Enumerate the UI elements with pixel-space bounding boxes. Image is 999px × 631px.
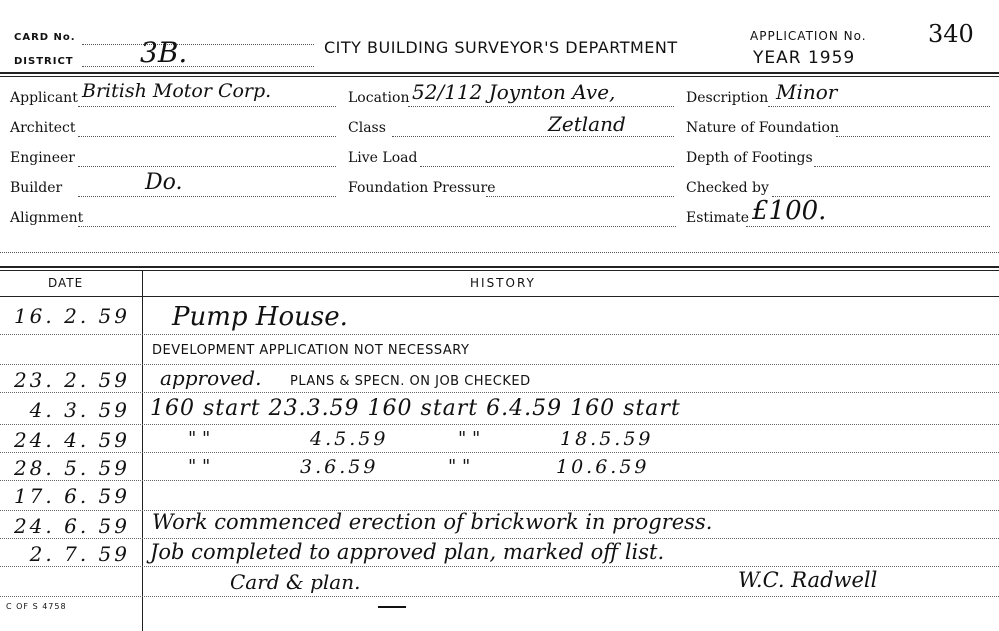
- ditto-mark: " ": [188, 428, 211, 449]
- live-load-label: Live Load: [348, 150, 418, 166]
- ditto-mark: " ": [458, 428, 481, 449]
- history-date: 2. 7. 59: [29, 542, 130, 566]
- history-typed-text: DEVELOPMENT APPLICATION NOT NECESSARY: [152, 343, 470, 358]
- class-line: [392, 136, 674, 137]
- location-label: Location: [348, 90, 410, 106]
- estimate-line: [746, 226, 990, 227]
- history-text: 10.6.59: [556, 456, 650, 478]
- ditto-mark: " ": [188, 456, 211, 477]
- alignment-label: Alignment: [10, 210, 84, 226]
- applicant-value: British Motor Corp.: [82, 80, 272, 102]
- history-row-line: [0, 480, 999, 481]
- history-text: 4.5.59: [310, 428, 389, 450]
- history-text: Pump House.: [172, 302, 348, 332]
- date-column-divider: [142, 271, 143, 631]
- history-row-line: [0, 596, 999, 597]
- header-rule: [0, 72, 999, 74]
- signature: W.C. Radwell: [738, 568, 878, 592]
- architect-line: [78, 136, 336, 137]
- nature-line: [836, 136, 990, 137]
- architect-label: Architect: [10, 120, 76, 136]
- description-value: Minor: [776, 80, 838, 104]
- history-text: 3.6.59: [300, 456, 379, 478]
- history-top-rule: [0, 266, 999, 268]
- description-label: Description: [686, 90, 769, 106]
- applicant-label: Applicant: [10, 90, 78, 106]
- history-row-line: [0, 392, 999, 393]
- history-text: Job completed to approved plan, marked off list.: [150, 540, 665, 564]
- history-row-line: [0, 364, 999, 365]
- history-date: 4. 3. 59: [29, 398, 130, 422]
- history-date: 24. 4. 59: [13, 428, 130, 452]
- alignment-line: [78, 226, 676, 227]
- history-row-line: [0, 452, 999, 453]
- foundation-pressure-line: [486, 196, 674, 197]
- history-date: 24. 6. 59: [13, 514, 130, 538]
- underline-mark: [378, 606, 406, 608]
- history-row-line: [0, 538, 999, 539]
- application-no-value: 340: [928, 20, 974, 48]
- history-date: 28. 5. 59: [13, 456, 130, 480]
- class-label: Class: [348, 120, 386, 136]
- estimate-value: £100.: [752, 196, 827, 226]
- history-date: 23. 2. 59: [13, 368, 130, 392]
- history-text: Work commenced erection of brickwork in progress.: [152, 510, 713, 534]
- history-text: approved.: [160, 366, 262, 390]
- history-text: 18.5.59: [560, 428, 654, 450]
- history-typed-text: PLANS & SPECN. ON JOB CHECKED: [290, 374, 531, 389]
- fields-bottom-dots: [0, 252, 999, 253]
- card-no-line: [82, 44, 314, 45]
- department-title: CITY BUILDING SURVEYOR'S DEPARTMENT: [324, 38, 678, 57]
- engineer-line: [78, 166, 336, 167]
- footer-code: C OF S 4758: [6, 602, 67, 611]
- header-rule-2: [0, 76, 999, 77]
- history-header-rule: [0, 296, 999, 297]
- ditto-mark: " ": [448, 456, 471, 477]
- description-line: [768, 106, 990, 107]
- nature-label: Nature of Foundation: [686, 120, 839, 136]
- district-line: [82, 66, 314, 67]
- history-text: Card & plan.: [230, 570, 361, 594]
- builder-label: Builder: [10, 180, 63, 196]
- checked-label: Checked by: [686, 180, 769, 196]
- estimate-label: Estimate: [686, 210, 750, 226]
- applicant-line: [78, 106, 336, 107]
- location-value-line2: Zetland: [548, 112, 626, 136]
- history-top-rule-2: [0, 270, 999, 271]
- builder-value: Do.: [145, 170, 183, 195]
- depth-label: Depth of Footings: [686, 150, 813, 166]
- district-label: DISTRICT: [14, 56, 74, 67]
- live-load-line: [420, 166, 674, 167]
- year-label: YEAR 1959: [753, 48, 856, 68]
- application-no-label: APPLICATION No.: [750, 29, 867, 43]
- engineer-label: Engineer: [10, 150, 75, 166]
- history-row-line: [0, 566, 999, 567]
- builder-line: [78, 196, 336, 197]
- history-date: 16. 2. 59: [13, 304, 130, 328]
- history-date: 17. 6. 59: [13, 484, 130, 508]
- history-row-line: [0, 424, 999, 425]
- history-header: HISTORY: [470, 276, 536, 290]
- district-value: 3B.: [140, 36, 188, 69]
- depth-line: [814, 166, 990, 167]
- date-header: DATE: [48, 276, 84, 290]
- history-text: 160 start 23.3.59 160 start 6.4.59 160 start: [150, 396, 681, 421]
- location-line: [408, 106, 674, 107]
- card-no-label: CARD No.: [14, 32, 76, 43]
- history-row-line: [0, 334, 999, 335]
- foundation-pressure-label: Foundation Pressure: [348, 180, 496, 196]
- location-value-line1: 52/112 Joynton Ave,: [412, 80, 616, 104]
